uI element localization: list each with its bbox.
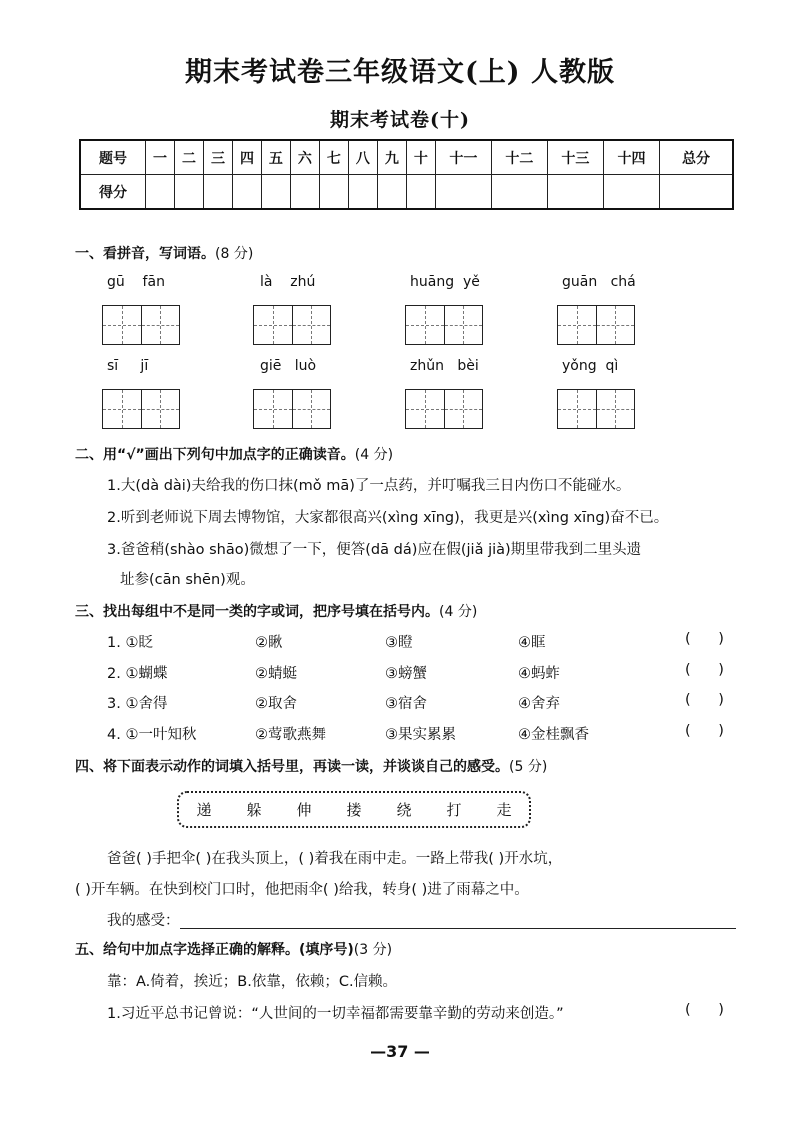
option-item: ②取舍 (255, 696, 297, 712)
score-entry-cell[interactable] (232, 175, 261, 210)
passage-line: ( )开车辆。在快到校门口时，他把雨伞( )给我，转身( )进了雨幕之中。 (75, 882, 529, 898)
section-heading-text: 二、用“√”画出下列句中加点字的正确读音。 (75, 447, 355, 463)
score-entry-cell[interactable] (547, 175, 603, 210)
writing-grid[interactable] (557, 305, 635, 345)
answer-bracket[interactable]: ( ) (685, 1002, 724, 1018)
score-entry-cell[interactable] (319, 175, 348, 210)
score-entry-cell[interactable] (603, 175, 659, 210)
section-points: (4 分) (439, 604, 478, 620)
option-item: ②瞅 (255, 635, 283, 651)
answer-bracket[interactable]: ( ) (685, 662, 724, 678)
option-item: 4. ①一叶知秋 (107, 727, 197, 743)
score-entry-cell[interactable] (348, 175, 377, 210)
option-item: ④眶 (518, 635, 546, 651)
section-5-heading (75, 939, 392, 959)
section-3-heading (75, 601, 477, 621)
score-entry-cell[interactable] (435, 175, 491, 210)
section-4-heading (75, 756, 547, 776)
passage-line: 爸爸( )手把伞( )在我头顶上，( )着我在雨中走。一路上带我( )开水坑， (107, 851, 563, 867)
score-entry-cell[interactable] (406, 175, 435, 210)
pinyin-label: sī jī (107, 358, 149, 374)
pinyin-label: giē luò (260, 358, 317, 374)
pinyin-label: là zhú (260, 274, 316, 290)
table-cell: 六 (290, 140, 319, 175)
option-item: ②蜻蜓 (255, 666, 297, 682)
feeling-answer-line[interactable] (180, 928, 736, 929)
section-points: (3 分) (353, 942, 393, 958)
score-entry-cell[interactable] (290, 175, 319, 210)
score-entry-cell[interactable] (146, 175, 175, 210)
table-cell: 八 (348, 140, 377, 175)
section-1-heading (75, 243, 253, 263)
option-item: ③宿舍 (385, 696, 427, 712)
section-points: (8 分) (215, 246, 254, 262)
table-cell: 九 (377, 140, 406, 175)
table-cell: 十二 (491, 140, 547, 175)
word-bank-word: 递 (196, 801, 212, 819)
word-bank-word: 走 (496, 801, 512, 819)
option-item: 3. ①舍得 (107, 696, 168, 712)
pinyin-label: zhǔn bèi (410, 358, 479, 374)
option-item: 1. ①眨 (107, 635, 153, 651)
writing-grid[interactable] (405, 389, 483, 429)
option-item: ②莺歌燕舞 (255, 727, 326, 743)
answer-bracket[interactable]: ( ) (685, 631, 724, 647)
question-text: 1.大(dà dài)夫给我的伤口抹(mǒ mā)了一点药，并叮嘱我三日内伤口不能碰水。 (107, 478, 631, 494)
score-table-score-row (80, 175, 733, 210)
table-cell: 十三 (547, 140, 603, 175)
answer-bracket[interactable]: ( ) (685, 723, 724, 739)
table-cell: 五 (261, 140, 290, 175)
section-points: (4 分) (354, 447, 394, 463)
writing-grid[interactable] (102, 305, 180, 345)
page-number: —37 — (370, 1042, 430, 1061)
word-bank-word: 搂 (346, 801, 362, 819)
answer-bracket[interactable]: ( ) (685, 692, 724, 708)
score-entry-cell[interactable] (491, 175, 547, 210)
writing-grid[interactable] (405, 305, 483, 345)
writing-grid[interactable] (102, 389, 180, 429)
option-item: ③螃蟹 (385, 666, 427, 682)
option-item: ③果实累累 (385, 727, 456, 743)
definition-text: 靠：A.倚着，挨近；B.依靠，依赖；C.信赖。 (107, 974, 398, 990)
writing-grid[interactable] (253, 305, 331, 345)
score-entry-cell[interactable] (261, 175, 290, 210)
pinyin-label: yǒng qì (562, 358, 619, 374)
option-item: ④金桂飘香 (518, 727, 589, 743)
score-entry-cell[interactable] (174, 175, 203, 210)
question-text: 1.习近平总书记曾说：“人世间的一切幸福都需要靠辛勤的劳动来创造。” (107, 1006, 564, 1022)
table-cell: 二 (174, 140, 203, 175)
option-item: 2. ①蝴蝶 (107, 666, 168, 682)
score-entry-cell[interactable] (660, 175, 734, 210)
section-points: (5 分) (509, 759, 548, 775)
page-title: 期末考试卷三年级语文(上) 人教版 (185, 57, 615, 88)
writing-grid[interactable] (557, 389, 635, 429)
table-cell: 十四 (603, 140, 659, 175)
writing-grid[interactable] (253, 389, 331, 429)
section-heading-text: 三、找出每组中不是同一类的字或词，把序号填在括号内。 (75, 604, 439, 620)
option-item: ③瞪 (385, 635, 413, 651)
table-cell: 四 (232, 140, 261, 175)
option-item: ④蚂蚱 (518, 666, 560, 682)
table-cell: 七 (319, 140, 348, 175)
table-cell: 十一 (435, 140, 491, 175)
question-text: 址参(cān shēn)观。 (120, 572, 255, 588)
pinyin-label: guān chá (562, 274, 636, 290)
feeling-label: 我的感受： (107, 913, 180, 929)
table-cell: 总分 (660, 140, 734, 175)
table-cell: 得分 (80, 175, 146, 210)
table-cell: 一 (146, 140, 175, 175)
section-heading-text: 五、给句中加点字选择正确的解释。(填序号) (75, 942, 354, 958)
pinyin-label: gū fān (107, 274, 165, 290)
table-cell: 十 (406, 140, 435, 175)
score-table (79, 139, 734, 210)
word-bank-box (177, 791, 531, 828)
word-bank-word: 绕 (396, 801, 412, 819)
section-heading-text: 四、将下面表示动作的词填入括号里，再读一读，并谈谈自己的感受。 (75, 759, 509, 775)
score-table-header-row (80, 140, 733, 175)
option-item: ④舍弃 (518, 696, 560, 712)
exam-subtitle: 期末考试卷(十) (330, 109, 470, 131)
word-bank-word: 打 (446, 801, 462, 819)
word-bank-word: 伸 (296, 801, 312, 819)
section-heading-text: 一、看拼音，写词语。 (75, 246, 215, 262)
score-entry-cell[interactable] (203, 175, 232, 210)
question-text: 3.爸爸稍(shào shāo)微想了一下，便答(dā dá)应在假(jiǎ jià)期里带我到二里头遗 (107, 542, 642, 558)
section-2-heading (75, 444, 393, 464)
table-cell: 题号 (80, 140, 146, 175)
pinyin-label: huāng yě (410, 274, 480, 290)
table-cell: 三 (203, 140, 232, 175)
question-text: 2.听到老师说下周去博物馆，大家都很高兴(xìng xīng)，我更是兴(xìng xīng)奋不已。 (107, 510, 669, 526)
word-bank-word: 躲 (246, 801, 262, 819)
score-entry-cell[interactable] (377, 175, 406, 210)
